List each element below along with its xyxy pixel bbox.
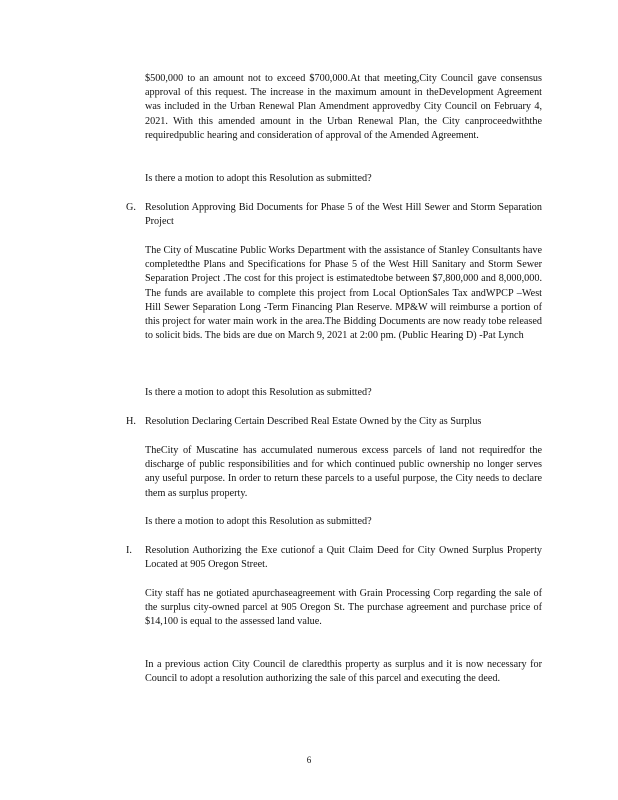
item-description: In a previous action City Council de claredthis property as surplus and it is now necessary for Council to adopt a resolution authorizing the sale of this parcel and executing the deed. [145,659,542,685]
item-title: Resolution Authorizing the Exe cutionof a Quit Claim Deed for City Owned Surplus Property Located at 905 Oregon Street. [145,545,542,571]
item-title: Resolution Approving Bid Documents for Phase 5 of the West Hill Sewer and Storm Separation Project [145,202,542,228]
motion-question: Is there a motion to adopt this Resolution as submitted? [145,173,372,184]
item-marker: I. [126,545,132,556]
item-description: The City of Muscatine Public Works Department with the assistance of Stanley Consultants have completedthe Plans and Specifications for Phase 5 of the West Hill Sanitary and Storm Sewer Separation Project .The cost for this project is estimatedtobe between $7,800,000 and 8,000,000. The funds are available to complete this project from Local OptionSales Tax andWPCP –West Hill Sewer Separation Long -Term Financing Plan Reserve. MP&W will reimburse a portion of this project for water main work in the area.The Bidding Documents are now ready tobe released to solicit bids. The bids are due on March 9, 2021 at 2:00 pm. (Public Hearing D) -Pat Lynch [145,245,542,342]
item-marker: G. [126,202,136,213]
item-title: Resolution Declaring Certain Described Real Estate Owned by the City as Surplus [145,416,482,427]
item-description: TheCity of Muscatine has accumulated numerous excess parcels of land not requiredfor the discharge of public responsibilities and for which continued public ownership no longer serves any useful purpose. In order to return these parcels to a useful purpose, the City needs to declare them as surplus property. [145,445,542,499]
item-description: City staff has ne gotiated apurchaseagreement with Grain Processing Corp regarding the sale of the surplus city-owned parcel at 905 Oregon St. The purchase agreement and purchase price of $14,100 is equal to the assessed land value. [145,588,542,628]
page-number: 6 [306,755,312,765]
motion-question: Is there a motion to adopt this Resolution as submitted? [145,516,372,527]
item-marker: H. [126,416,136,427]
motion-question: Is there a motion to adopt this Resolution as submitted? [145,387,372,398]
continuation-paragraph: $500,000 to an amount not to exceed $700,000.At that meeting,City Council gave consensus approval of this request. The increase in the maximum amount in theDevelopment Agreement was included in the Urban Renewal Plan Amendment approvedby City Council on February 4, 2021. With this amended amount in the Urban Renewal Plan, the City canproceedwiththe requiredpublic hearing and consideration of approval of the Amended Agreement. [145,73,542,141]
